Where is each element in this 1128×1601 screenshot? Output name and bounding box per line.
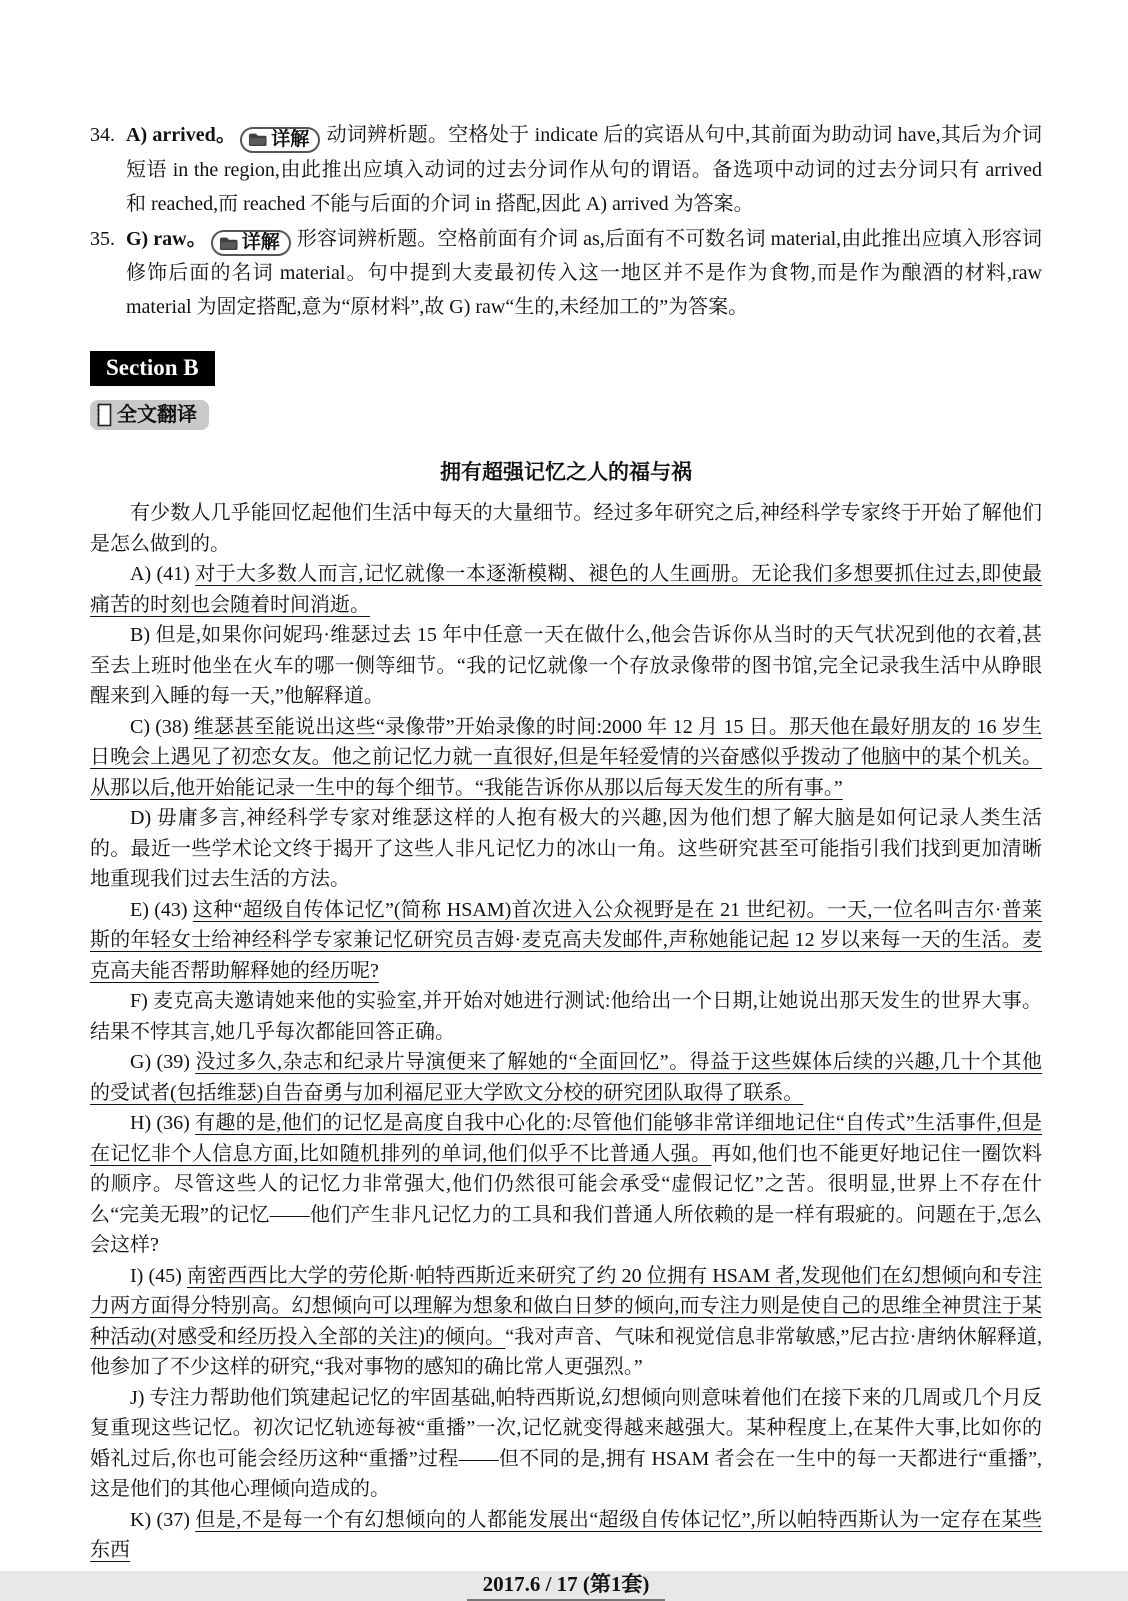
- folder-icon: [248, 132, 267, 147]
- item-body: [126, 222, 1042, 325]
- detail-badge: [240, 127, 320, 153]
- badge-label: 详解: [241, 232, 280, 253]
- paragraph-label: I) (45): [130, 1264, 187, 1287]
- item-answer: A) arrived。: [126, 124, 237, 146]
- badge-label: 详解: [271, 128, 310, 150]
- paragraph-label: E) (43): [130, 898, 193, 921]
- book-icon: [95, 403, 112, 427]
- underlined-text: 但是,不是每一个有幻想倾向的人都能发展出“超级自传体记忆”,所以帕特西斯认为一定存在某些东西: [90, 1508, 1042, 1561]
- translation-paragraph-e: [90, 895, 1042, 987]
- translation-paragraph-c: [90, 712, 1042, 804]
- item-number: 35.: [90, 227, 115, 250]
- item-explanation: 动词辨析题。空格处于 indicate 后的宾语从句中,其前面为助动词 have,其后为介词短语 in the region,由此推出应填入动词的过去分词作从句的谓语。备选项中动词的过去分词只有 arrived 和 reached,而 reached 不能与后面的介词 in 搭配,因此 A) arrived 为答案。: [126, 124, 1042, 215]
- translation-paragraph-j: [90, 1383, 1042, 1505]
- item-number: 34.: [90, 124, 115, 146]
- page-footer-text: 2017.6 / 17 (第1套): [467, 1568, 666, 1601]
- paragraph-label: D): [130, 807, 157, 829]
- paragraph-text: 有少数人几乎能回忆起他们生活中每天的大量细节。经过多年研究之后,神经科学专家终于开始了解他们是怎么做到的。: [90, 502, 1042, 555]
- translation-paragraph-k: [90, 1505, 1042, 1566]
- answer-item-34: [90, 118, 1042, 221]
- paragraph-label: B): [130, 624, 156, 646]
- page-footer: [90, 1568, 1042, 1601]
- translation-paragraph-i: [90, 1261, 1042, 1383]
- section-b-header: Section B: [90, 351, 215, 386]
- paragraph-label: A) (41): [130, 563, 196, 585]
- paragraph-text: “我对声音、气味和视觉信息非常敏感,”尼古拉·唐纳休解释道,他参加了不少这样的研究,“我对事物的感知的确比常人更强烈。”: [90, 1325, 1042, 1378]
- paragraph-label: C) (38): [130, 715, 194, 738]
- paragraph-text: 再如,他们也不能更好地记住一圈饮料的顺序。尽管这些人的记忆力非常强大,他们仍然很可能会承受“虚假记忆”之苦。很明显,世界上不存在什么“完美无瑕”的记忆——他们产生非凡记忆力的工具和我们普通人所依赖的是一样有瑕疵的。问题在于,怎么会这样?: [90, 1142, 1043, 1256]
- item-answer: G) raw。: [126, 227, 207, 250]
- paragraph-label: J): [130, 1386, 150, 1409]
- item-explanation: 形容词辨析题。空格前面有介词 as,后面有不可数名词 material,由此推出应填入形容词修饰后面的名词 material。句中提到大麦最初传入这一地区并不是作为食物,而是作为酿酒的材料,raw material 为固定搭配,意为“原材料”,故 G) raw“生的,未经加工的”为答案。: [126, 227, 1042, 318]
- paragraph-text: 但是,如果你问妮玛·维瑟过去 15 年中任意一天在做什么,他会告诉你从当时的天气状况到他的衣着,甚至去上班时他坐在火车的哪一侧等细节。“我的记忆就像一个存放录像带的图书馆,完全记录我生活中从睁眼醒来到入睡的每一天,”他解释道。: [90, 624, 1042, 707]
- paragraph-text: 专注力帮助他们筑建起记忆的牢固基础,帕特西斯说,幻想倾向则意味着他们在接下来的几周或几个月反复重现这些记忆。初次记忆轨迹每被“重播”一次,记忆就变得越来越强大。某种程度上,在某件大事,比如你的婚礼过后,你也可能会经历这种“重播”过程——但不同的是,拥有 HSAM 者会在一生中的每一天都进行“重播”,这是他们的其他心理倾向造成的。: [90, 1386, 1042, 1500]
- translation-label: 全文翻译: [117, 404, 197, 426]
- translation-paragraph-h: [90, 1108, 1042, 1261]
- translation-paragraph-g: [90, 1047, 1042, 1108]
- underlined-text: 没过多久,杂志和纪录片导演便来了解她的“全面回忆”。得益于这些媒体后续的兴趣,几十个其他的受试者(包括维瑟)自告奋勇与加利福尼亚大学欧文分校的研究团队取得了联系。: [90, 1051, 1042, 1104]
- article-title: 拥有超强记忆之人的福与祸: [440, 461, 692, 484]
- underlined-text: 对于大多数人而言,记忆就像一本逐渐模糊、褪色的人生画册。无论我们多想要抓住过去,即使最痛苦的时刻也会随着时间消逝。: [90, 563, 1042, 616]
- underlined-text: 南密西西比大学的劳伦斯·帕特西斯近来研究了约 20 位拥有 HSAM 者,发现他们在幻想倾向和专注力两方面得分特别高。幻想倾向可以理解为想象和做白日梦的倾向,而专注力则是使自己的思维全神贯注于某种活动(对感受和经历投入全部的关注)的倾向。: [90, 1264, 1043, 1348]
- paragraph-text: 毋庸多言,神经科学专家对维瑟这样的人抱有极大的兴趣,因为他们想了解大脑是如何记录人类生活的。最近一些学术论文终于揭开了这些人非凡记忆力的冰山一角。这些研究甚至可能指引我们找到更加清晰地重现我们过去生活的方法。: [90, 807, 1042, 890]
- translation-paragraph-intro: [90, 498, 1042, 559]
- translation-paragraph-a: [90, 559, 1042, 620]
- translation-paragraph-b: [90, 620, 1042, 712]
- underlined-text: 有趣的是,他们的记忆是高度自我中心化的:尽管他们能够非常详细地记住“自传式”生活事件,但是在记忆非个人信息方面,比如随机排列的单词,他们似乎不比普通人强。: [90, 1112, 1042, 1165]
- answer-item-35: [90, 222, 1042, 325]
- underlined-text: 这种“超级自传体记忆”(简称 HSAM)首次进入公众视野是在 21 世纪初。一天,一位名叫吉尔·普莱斯的年轻女士给神经科学专家兼记忆研究员吉姆·麦克高夫发邮件,声称她能记起 12 岁以来每一天的生活。麦克高夫能否帮助解释她的经历呢?: [90, 898, 1043, 982]
- paragraph-label: G) (39): [130, 1051, 196, 1073]
- underlined-text: 维瑟甚至能说出这些“录像带”开始录像的时间:2000 年 12 月 15 日。那天他在最好朋友的 16 岁生日晚会上遇见了初恋女友。他之前记忆力就一直很好,但是年轻爱情的兴奋感似乎拨动了他脑中的某个机关。从那以后,他开始能记录一生中的每个细节。“我能告诉你从那以后每天发生的所有事。”: [90, 715, 1042, 799]
- detail-badge: [211, 230, 291, 256]
- translation-paragraph-f: [90, 986, 1042, 1047]
- paragraph-text: 麦克高夫邀请她来他的实验室,并开始对她进行测试:他给出一个日期,让她说出那天发生的世界大事。结果不悖其言,她几乎每次都能回答正确。: [90, 990, 1042, 1043]
- paragraph-label: H) (36): [130, 1112, 196, 1134]
- folder-icon: [219, 236, 238, 251]
- paragraph-label: F): [130, 990, 154, 1012]
- item-body: [126, 118, 1042, 221]
- translation-paragraph-d: [90, 803, 1042, 895]
- paragraph-label: K) (37): [130, 1508, 196, 1531]
- full-translation-badge: [90, 400, 209, 430]
